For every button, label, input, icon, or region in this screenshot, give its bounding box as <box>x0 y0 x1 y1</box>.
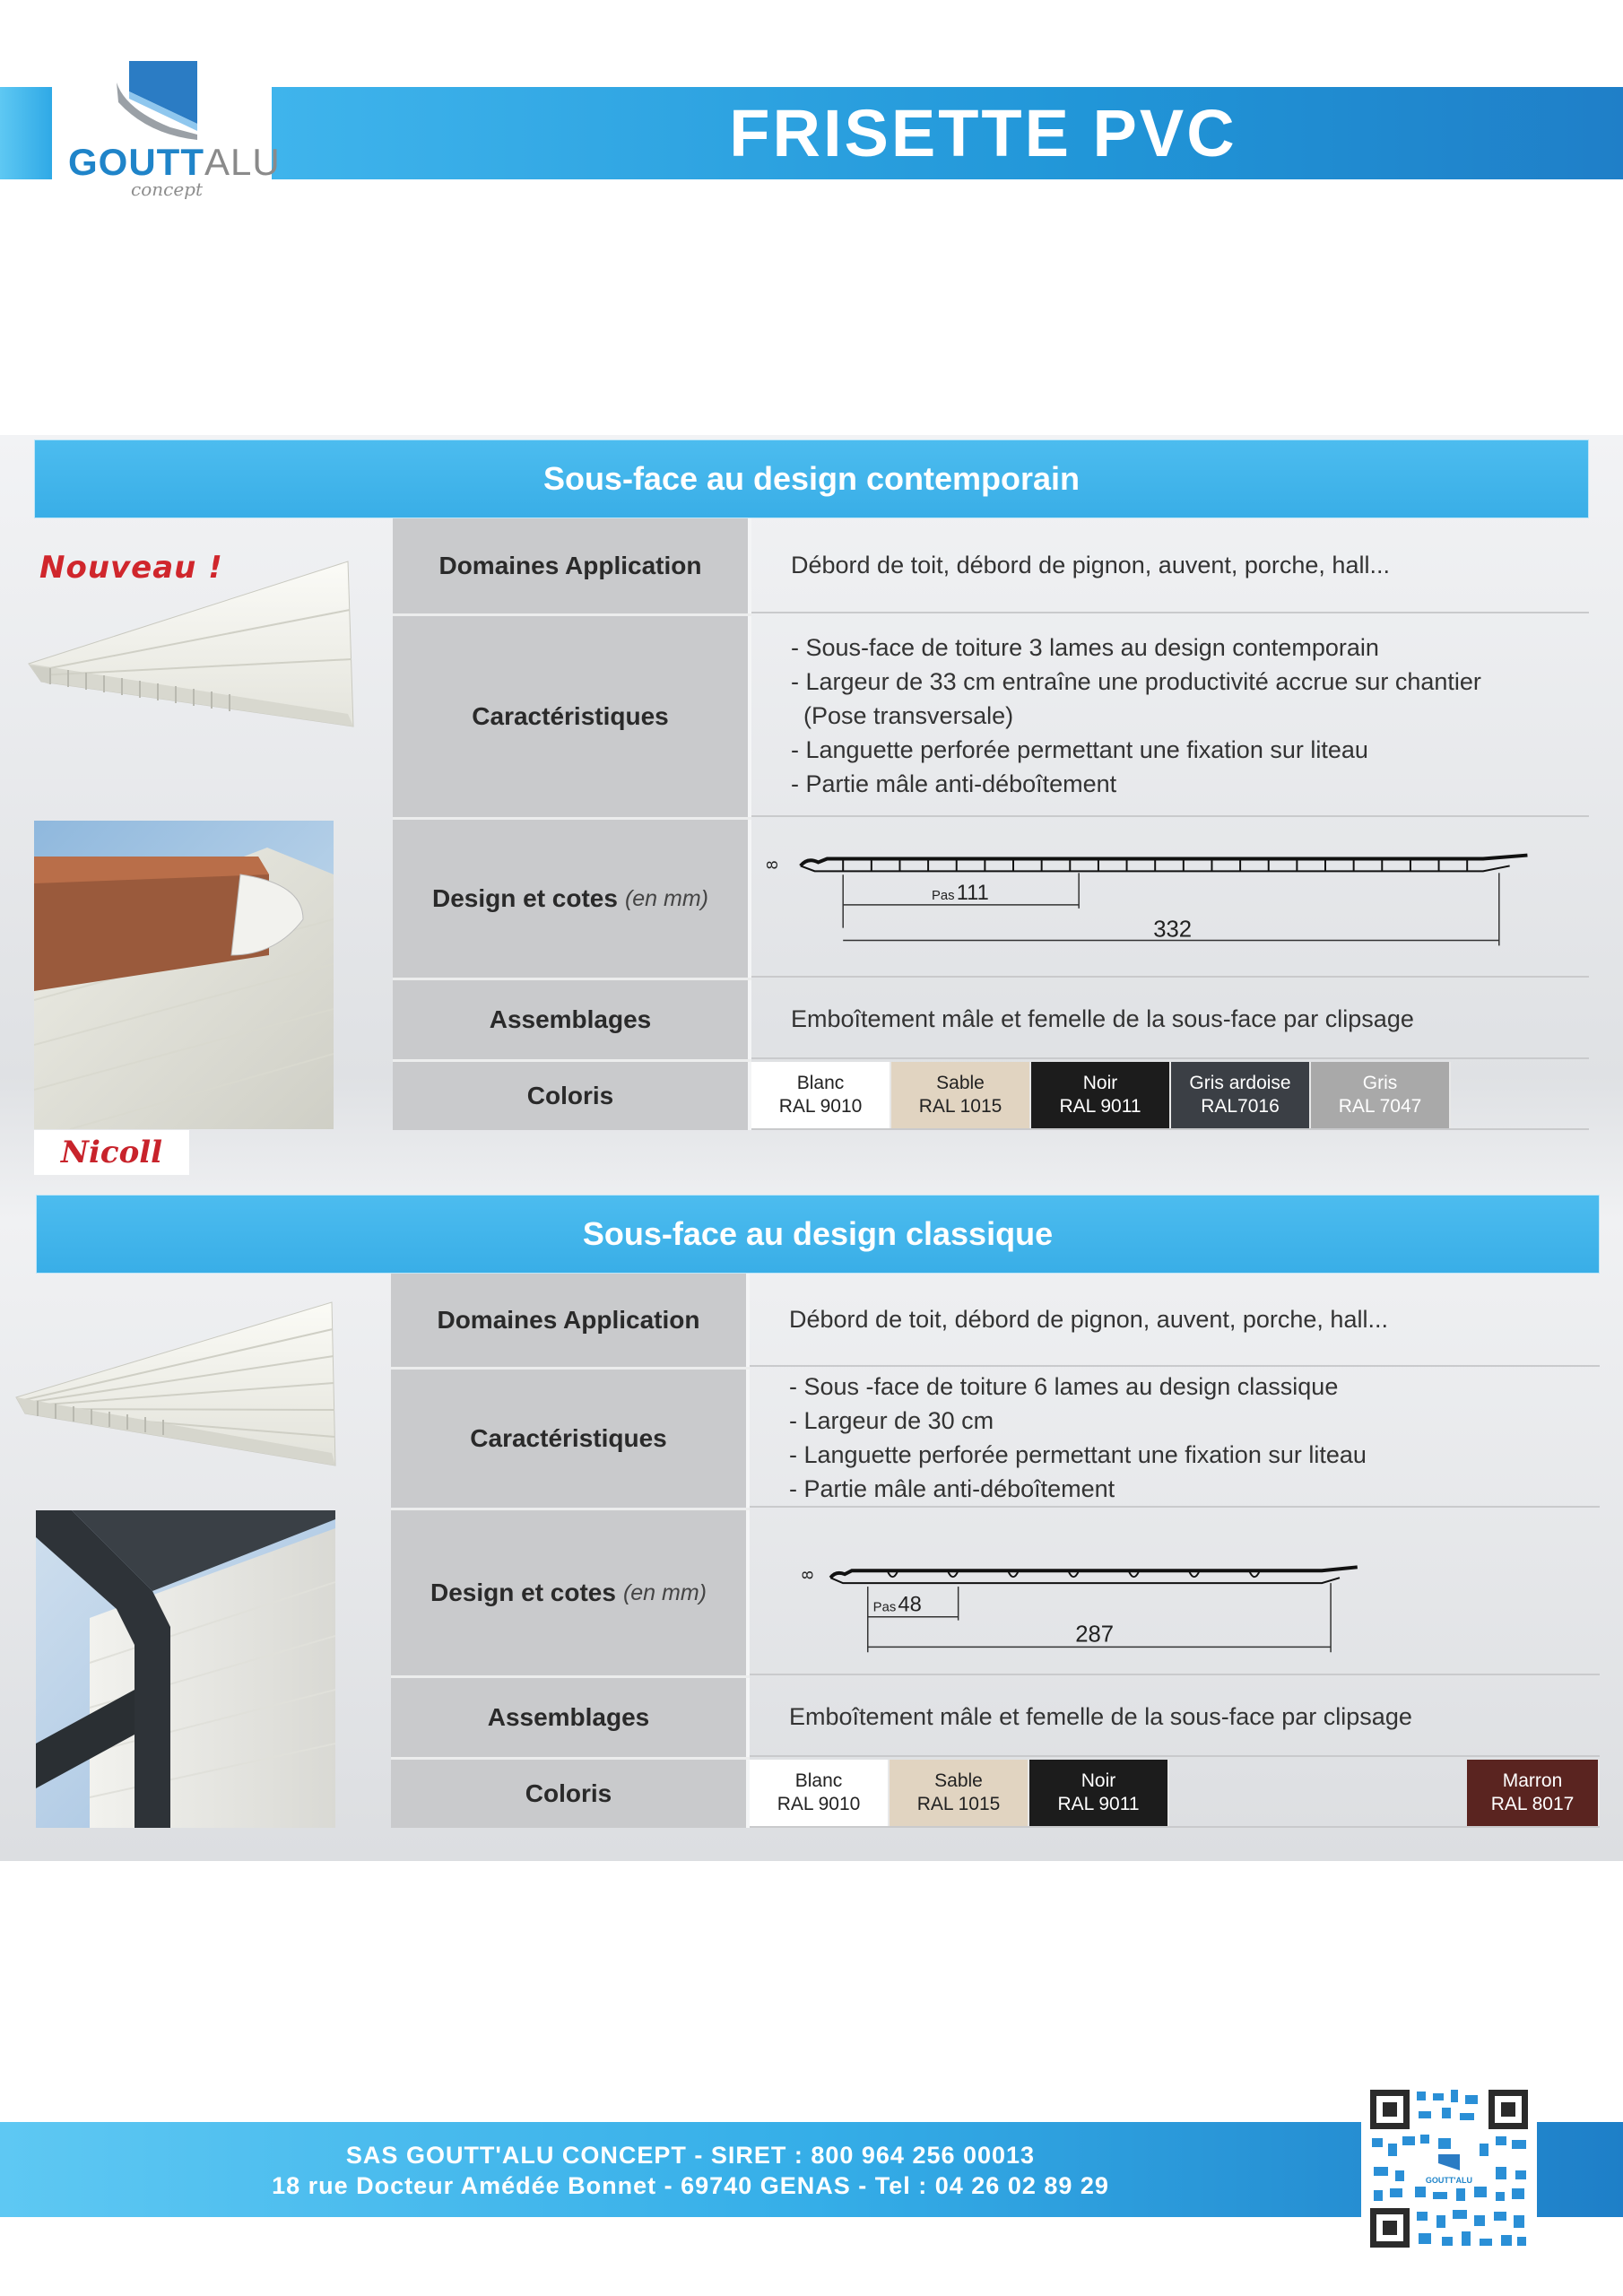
caract-line: - Partie mâle anti-déboîtement <box>791 770 1117 797</box>
section1-row-caracteristiques <box>393 616 1589 817</box>
profile-diagram-contemporain <box>751 820 1589 976</box>
caract-line: - Sous -face de toiture 6 lames au design classique <box>789 1373 1339 1400</box>
caract-line: - Largeur de 30 cm <box>789 1407 994 1434</box>
header-title-band <box>272 87 1623 179</box>
assemblages-label: Assemblages <box>393 980 751 1059</box>
contemporary-panel-image <box>23 556 355 762</box>
section1-title: Sous-face au design contemporain <box>542 460 1081 497</box>
section2-row-coloris <box>391 1760 1600 1828</box>
caract-line: (Pose transversale) <box>803 702 1014 729</box>
dim-thickness: 8 <box>798 1570 817 1580</box>
dim-width-value: 287 <box>1075 1622 1115 1648</box>
color-swatch-blanc[interactable]: Blanc RAL 9010 <box>751 1062 891 1128</box>
profile-diagram-classique <box>750 1510 1600 1674</box>
caracteristiques-label: Caractéristiques <box>393 616 751 817</box>
color-swatch-sable[interactable]: Sable RAL 1015 <box>890 1760 1029 1826</box>
caract-line: - Partie mâle anti-déboîtement <box>789 1475 1115 1502</box>
classic-install-photo <box>36 1510 335 1828</box>
classic-panel-image <box>13 1299 337 1485</box>
assemblages-label: Assemblages <box>391 1678 750 1757</box>
section1-row-assemblages <box>393 980 1589 1059</box>
gutter-logo-icon <box>63 56 265 145</box>
section2-row-assemblages <box>391 1678 1600 1757</box>
coloris-label: Coloris <box>393 1062 751 1130</box>
section2-row-caracteristiques <box>391 1370 1600 1508</box>
contemporary-install-photo <box>34 821 334 1129</box>
gouttalu-logo <box>63 56 281 208</box>
design-label: Design et cotes (en mm) <box>391 1510 750 1675</box>
footer-line-address: 18 rue Docteur Amédée Bonnet - 69740 GENAS - Tel : 04 26 02 89 29 <box>272 2172 1109 2199</box>
section1-row-coloris <box>393 1062 1589 1130</box>
design-label: Design et cotes (en mm) <box>393 820 751 978</box>
color-swatch-gris[interactable]: Gris RAL 7047 <box>1311 1062 1451 1128</box>
dim-pas-value: 48 <box>898 1593 922 1617</box>
caracteristiques-label: Caractéristiques <box>391 1370 750 1508</box>
section1-title-bar <box>34 439 1589 518</box>
color-swatch-gris-ardoise[interactable]: Gris ardoise RAL7016 <box>1171 1062 1311 1128</box>
nicoll-brand-logo: Nicoll <box>34 1130 189 1175</box>
section2-title-bar <box>36 1195 1600 1274</box>
logo-subtitle: concept <box>131 178 203 200</box>
section2-row-design <box>391 1510 1600 1675</box>
logo-wordmark: GOUTTALU <box>68 141 281 183</box>
caract-line: - Languette perforée permettant une fixation sur liteau <box>791 736 1368 763</box>
coloris-swatches <box>750 1760 1600 1828</box>
coloris-swatches <box>751 1062 1589 1130</box>
dim-pas-label: Pas <box>872 1600 897 1615</box>
color-swatch-sable[interactable]: Sable RAL 1015 <box>891 1062 1031 1128</box>
dim-width-value: 332 <box>1153 917 1193 943</box>
assemblages-value: Emboîtement mâle et femelle de la sous-face par clipsage <box>789 1703 1412 1730</box>
dim-thickness: 8 <box>763 860 782 870</box>
dim-pas-label: Pas <box>932 888 955 903</box>
section2-title: Sous-face au design classique <box>582 1215 1054 1252</box>
footer-line-company: SAS GOUTT'ALU CONCEPT - SIRET : 800 964 256 00013 <box>345 2142 1036 2169</box>
color-swatch-blanc[interactable]: Blanc RAL 9010 <box>750 1760 890 1826</box>
header-left-band <box>0 87 52 179</box>
caract-line: - Sous-face de toiture 3 lames au design contemporain <box>791 634 1379 661</box>
nouveau-badge: Nouveau ! <box>39 550 223 586</box>
color-swatch-marron[interactable]: Marron RAL 8017 <box>1467 1760 1600 1826</box>
color-swatch-noir[interactable]: Noir RAL 9011 <box>1029 1760 1169 1826</box>
qr-code-icon <box>1361 2081 1537 2257</box>
qr-code[interactable] <box>1361 2081 1537 2257</box>
coloris-label: Coloris <box>391 1760 750 1828</box>
color-swatch-noir[interactable]: Noir RAL 9011 <box>1031 1062 1171 1128</box>
domaines-label: Domaines Application <box>393 518 751 613</box>
footer-address <box>0 2140 1381 2201</box>
dim-pas-value: 111 <box>956 881 989 905</box>
caract-line: - Languette perforée permettant une fixation sur liteau <box>789 1441 1367 1468</box>
section1-row-design <box>393 820 1589 978</box>
section1-row-domaines <box>393 518 1589 613</box>
section2-row-domaines <box>391 1274 1600 1367</box>
assemblages-value: Emboîtement mâle et femelle de la sous-face par clipsage <box>791 1005 1414 1032</box>
domaines-value: Débord de toit, débord de pignon, auvent, porche, hall... <box>791 552 1390 578</box>
qr-logo-text: GOUTT'ALU <box>1425 2176 1473 2185</box>
page-title: FRISETTE PVC <box>729 96 1237 170</box>
domaines-value: Débord de toit, débord de pignon, auvent, porche, hall... <box>789 1306 1388 1333</box>
section2-table <box>391 1274 1600 1828</box>
domaines-label: Domaines Application <box>391 1274 750 1367</box>
caract-line: - Largeur de 33 cm entraîne une productivité accrue sur chantier <box>791 668 1481 695</box>
section1-table <box>393 518 1589 1130</box>
